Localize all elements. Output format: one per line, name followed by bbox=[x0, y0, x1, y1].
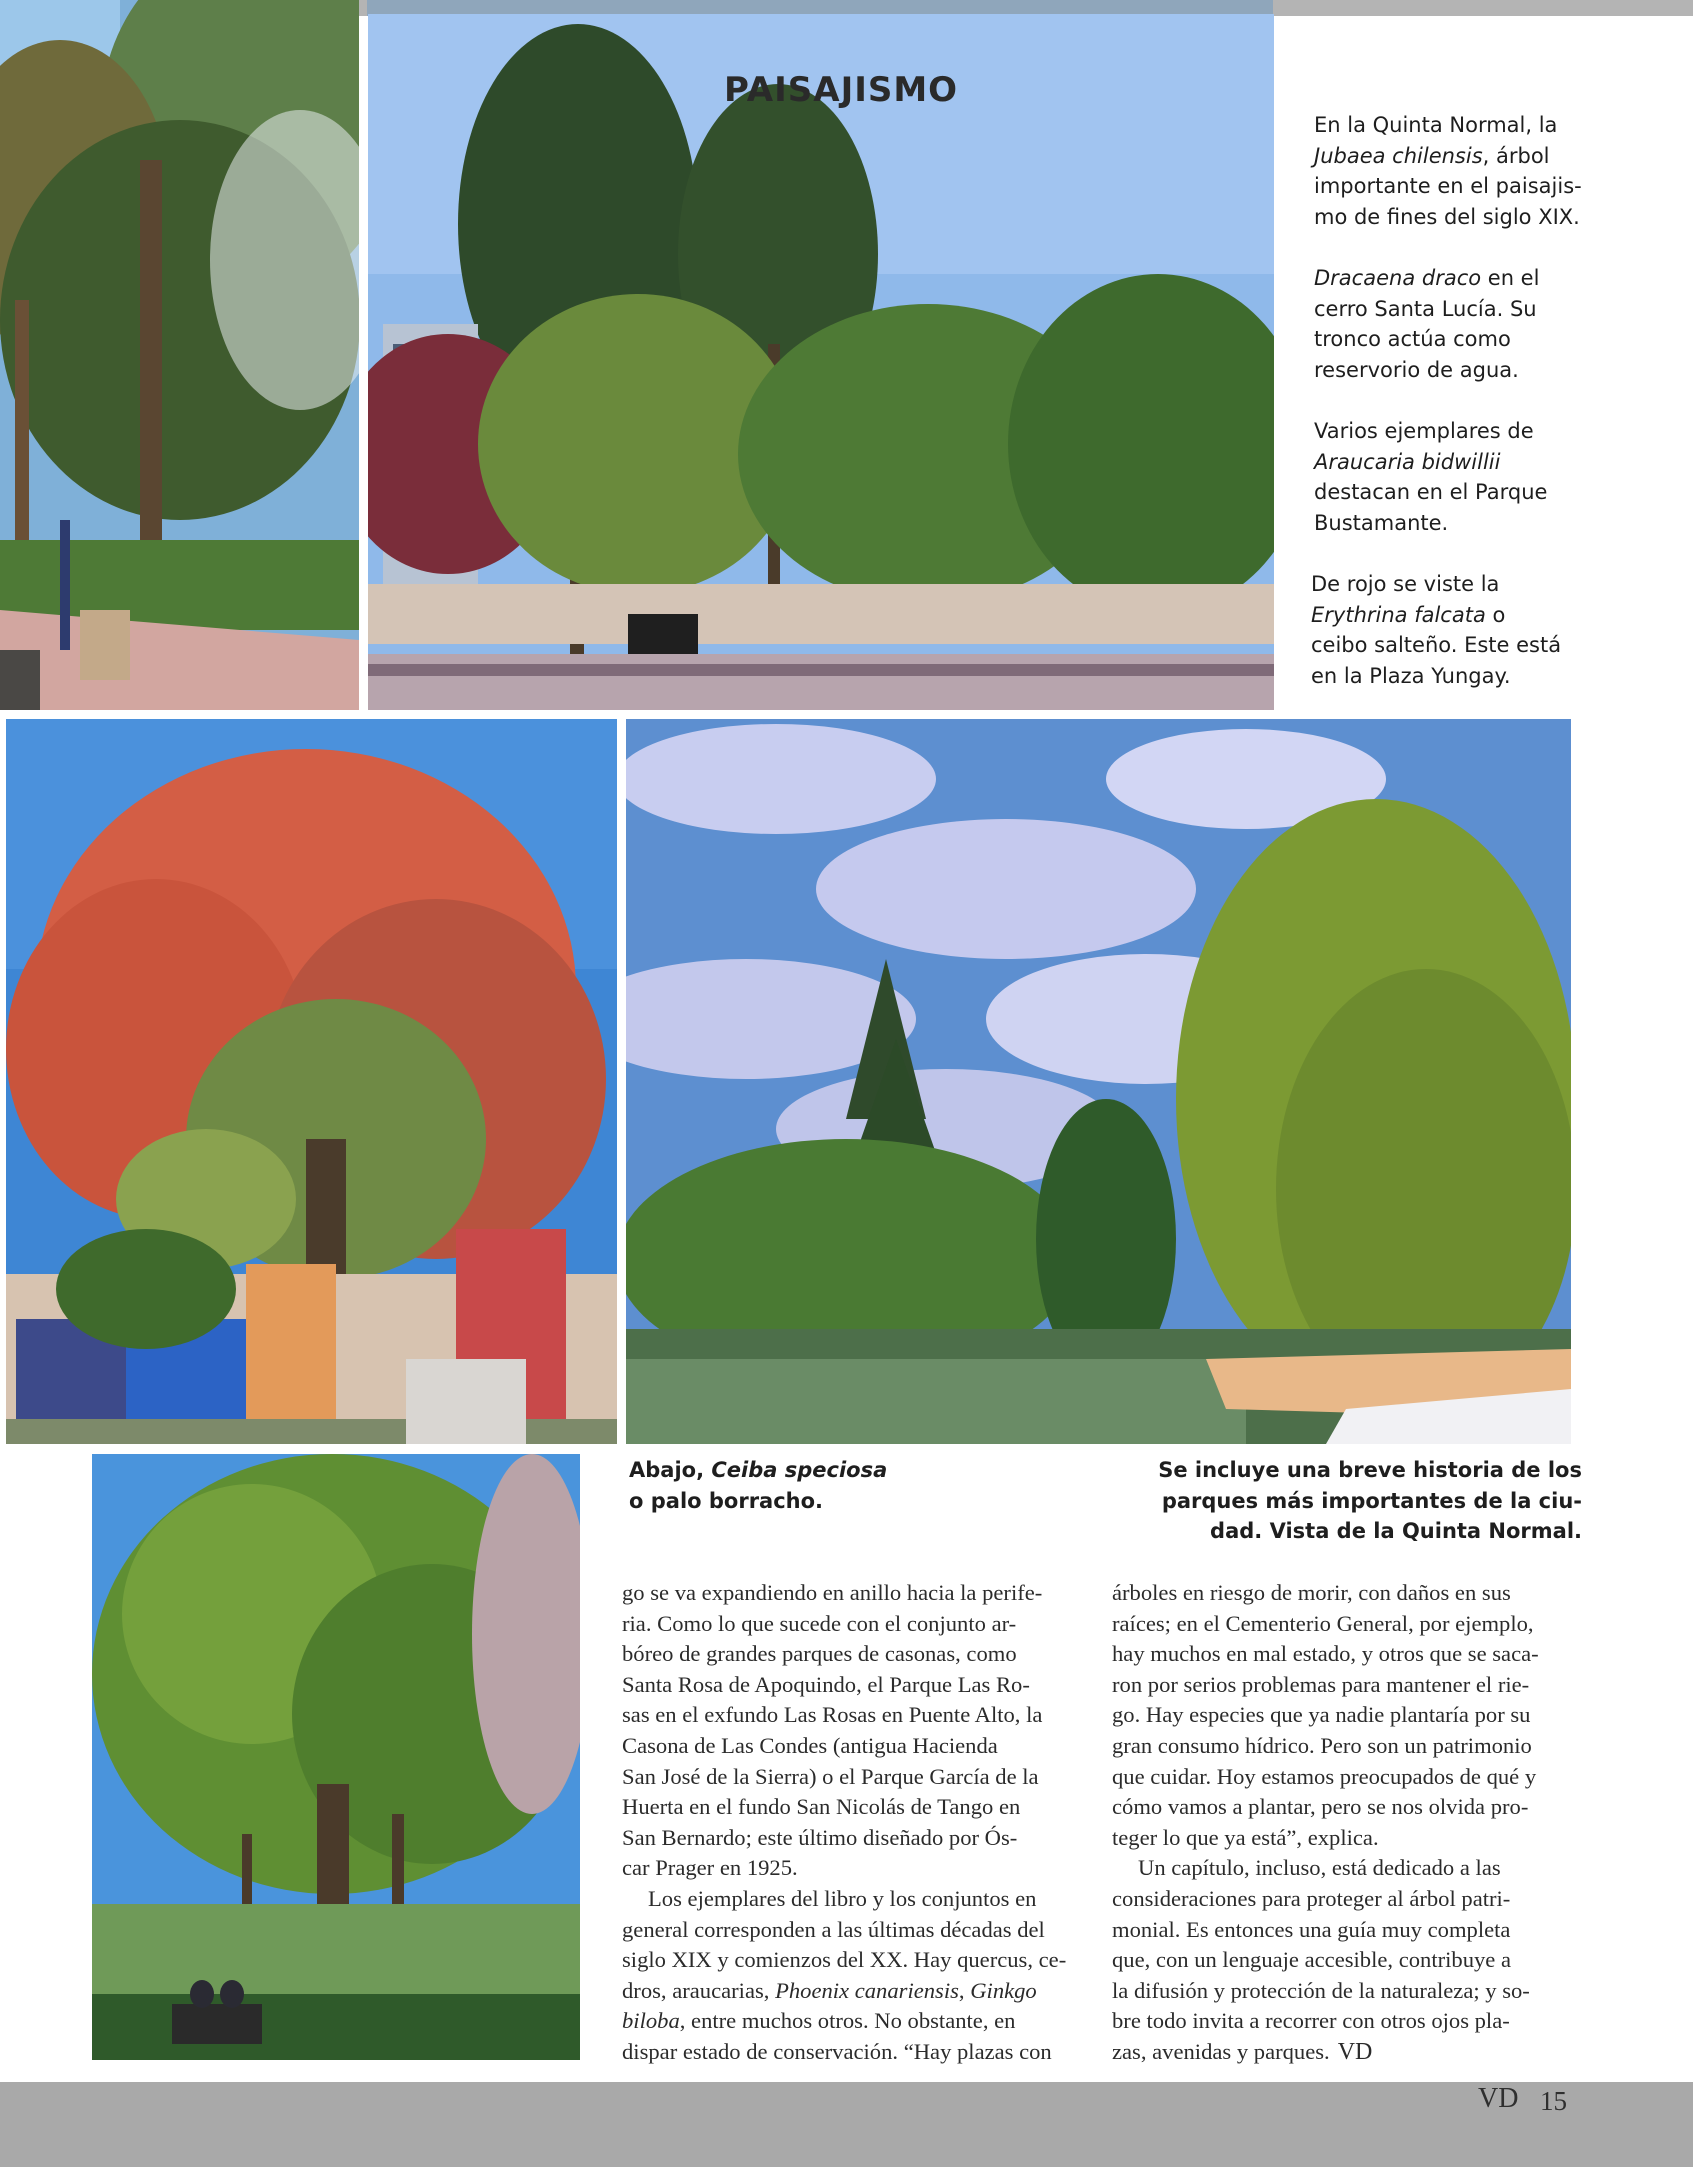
photo-araucaria-parque-bustamante bbox=[368, 14, 1274, 710]
text-line: San José de la Sierra) o el Parque García de la bbox=[622, 1763, 1039, 1789]
caption-line: importante en el paisajis- bbox=[1314, 174, 1582, 198]
species-name: Ginkgo bbox=[970, 1977, 1037, 2003]
text-line: raíces; en el Cementerio General, por ejemplo, bbox=[1112, 1610, 1534, 1636]
body-column-1 bbox=[622, 1578, 1076, 2068]
body-column-2 bbox=[1112, 1578, 1570, 2068]
photo-quinta-normal-lake bbox=[626, 719, 1571, 1444]
caption-line: o palo borracho. bbox=[629, 1488, 824, 1513]
caption-line: cerro Santa Lucía. Su bbox=[1314, 296, 1537, 321]
text-line: general corresponden a las últimas décadas del bbox=[622, 1916, 1045, 1942]
text-line: monial. Es entonces una guía muy completa bbox=[1112, 1916, 1511, 1942]
text-line-last bbox=[1112, 2037, 1570, 2068]
text-line: dros, araucarias, Phoenix canariensis, Ginkgo bbox=[622, 1977, 1037, 2003]
text-line: Casona de Las Condes (antigua Hacienda bbox=[622, 1732, 998, 1758]
caption-jubaea-chilensis bbox=[1314, 110, 1614, 232]
caption-dracaena-draco bbox=[1314, 263, 1614, 385]
text-line: biloba, entre muchos otros. No obstante, en bbox=[622, 2008, 1016, 2034]
caption-line: Abajo, bbox=[629, 1458, 712, 1482]
caption-line: destacan en el Parque bbox=[1314, 480, 1548, 504]
text-line: ron por serios problemas para mantener el rie- bbox=[1112, 1671, 1530, 1697]
footer-magazine-name: VD bbox=[1478, 2083, 1519, 2114]
caption-quinta-normal bbox=[1150, 1455, 1582, 1547]
text-line: car Prager en 1925. bbox=[622, 1855, 798, 1881]
text-line: Los ejemplares del libro y los conjuntos en bbox=[648, 1885, 1037, 1911]
photo-quinta-normal-palms bbox=[0, 0, 359, 710]
species-name: Phoenix canariensis bbox=[775, 1977, 959, 2003]
caption-line: tronco actúa como bbox=[1314, 327, 1511, 351]
caption-line: Ceiba speciosa bbox=[711, 1458, 888, 1482]
text-line: Santa Rosa de Apoquindo, el Parque Las Ro- bbox=[622, 1671, 1030, 1697]
text-line: árboles en riesgo de morir, con daños en sus bbox=[1112, 1580, 1511, 1605]
text-line: sas en el exfundo Las Rosas en Puente Alto, la bbox=[622, 1702, 1043, 1728]
caption-araucaria-bidwillii bbox=[1314, 416, 1614, 538]
text-line: Un capítulo, incluso, está dedicado a las bbox=[1138, 1855, 1501, 1881]
caption-line: ceibo salteño. Este está bbox=[1311, 633, 1562, 657]
text-line: San Bernardo; este último diseñado por Ós- bbox=[622, 1824, 1018, 1850]
text-line: consideraciones para proteger al árbol patri- bbox=[1112, 1885, 1511, 1911]
caption-erythrina-falcata bbox=[1311, 569, 1611, 691]
text-line: hay muchos en mal estado, y otros que se saca- bbox=[1112, 1641, 1539, 1667]
text-line: dispar estado de conservación. “Hay plazas con bbox=[622, 2038, 1052, 2064]
end-mark: VD bbox=[1337, 2038, 1373, 2065]
text-line: siglo XIX y comienzos del XX. Hay quercus, ce- bbox=[622, 1947, 1067, 1973]
caption-line: dad. Vista de la Quinta Normal. bbox=[1210, 1519, 1582, 1543]
caption-line: parques más importantes de la ciu- bbox=[1161, 1488, 1582, 1513]
photo-erythrina-plaza-yungay bbox=[6, 719, 617, 1444]
caption-line: Bustamante. bbox=[1314, 510, 1449, 535]
text-line: que cuidar. Hoy estamos preocupados de qué y bbox=[1112, 1763, 1537, 1789]
text-line: gran consumo hídrico. Pero son un patrimonio bbox=[1112, 1732, 1532, 1758]
caption-line: Se incluye una breve historia de los bbox=[1158, 1458, 1582, 1482]
caption-line: reservorio de agua. bbox=[1314, 357, 1519, 382]
text-line: zas, avenidas y parques. bbox=[1112, 2038, 1330, 2064]
text-line: la difusión y protección de la naturaleza; y so- bbox=[1112, 1977, 1530, 2003]
caption-line: De rojo se viste la bbox=[1311, 572, 1500, 596]
text-line: go. Hay especies que ya nadie plantaría por su bbox=[1112, 1702, 1531, 1728]
caption-line: Dracaena draco bbox=[1314, 266, 1482, 290]
caption-line: Erythrina falcata bbox=[1311, 602, 1486, 627]
photo-ceiba-speciosa bbox=[92, 1454, 580, 2060]
species-name: biloba bbox=[622, 2008, 680, 2034]
caption-line: En la Quinta Normal, la bbox=[1314, 113, 1558, 137]
text-line: cómo vamos a plantar, pero se nos olvida pro- bbox=[1112, 1794, 1529, 1820]
text-line: ria. Como lo que sucede con el conjunto ar- bbox=[622, 1610, 1017, 1636]
caption-line: en la Plaza Yungay. bbox=[1311, 663, 1511, 688]
caption-line: en el bbox=[1481, 266, 1540, 290]
caption-line: , árbol bbox=[1482, 143, 1550, 168]
caption-line: Jubaea chilensis bbox=[1314, 143, 1483, 168]
text-line: bre todo invita a recorrer con otros ojos pla- bbox=[1112, 2008, 1510, 2034]
text-line: bóreo de grandes parques de casonas, como bbox=[622, 1641, 1017, 1667]
text-line: teger lo que ya está”, explica. bbox=[1112, 1824, 1379, 1850]
caption-line: Varios ejemplares de bbox=[1314, 419, 1534, 443]
page-number: 15 bbox=[1540, 2086, 1567, 2116]
section-title: PAISAJISMO bbox=[724, 70, 959, 110]
text-line: go se va expandiendo en anillo hacia la perife- bbox=[622, 1580, 1043, 1605]
footer-bar bbox=[0, 2082, 1693, 2167]
caption-ceiba-speciosa bbox=[629, 1455, 929, 1516]
caption-line: mo de fines del siglo XIX. bbox=[1314, 204, 1580, 229]
caption-line: Araucaria bidwillii bbox=[1314, 449, 1501, 474]
text-line: que, con un lenguaje accesible, contribuye a bbox=[1112, 1947, 1511, 1973]
text-line: Huerta en el fundo San Nicolás de Tango en bbox=[622, 1794, 1021, 1820]
caption-line: o bbox=[1485, 602, 1506, 627]
